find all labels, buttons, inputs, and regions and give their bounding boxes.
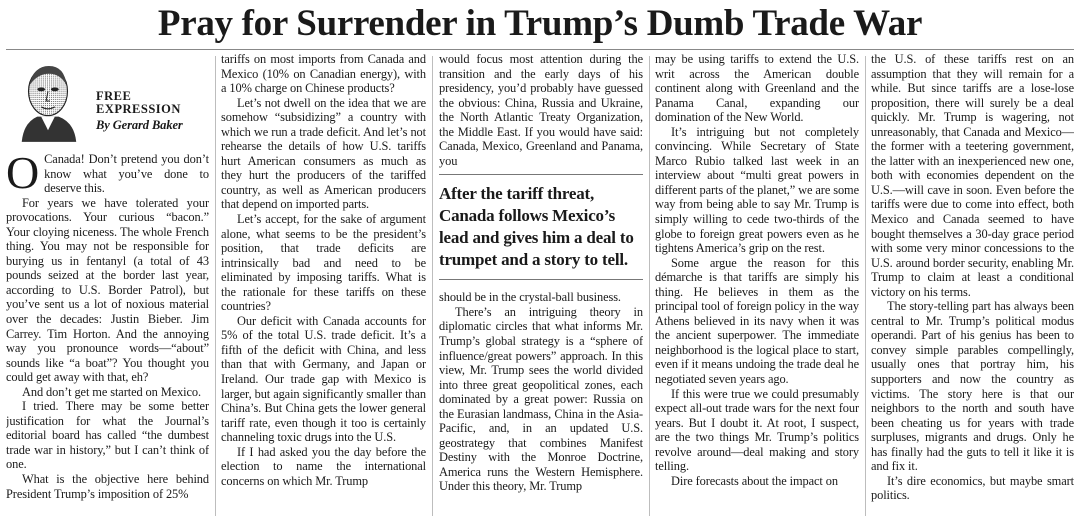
paragraph: [221, 314, 426, 445]
paragraph: [221, 212, 426, 314]
paragraph-text: should be in the crystal-ball business.: [439, 290, 621, 305]
paragraph: [439, 52, 643, 168]
paragraph: [655, 52, 859, 125]
paragraph-text: If this were true we could presumably expect all-out trade wars for the next four years. But I doubt it. At root, I suspect, are the two things Mr. Trump’s politics revolve around—deal making and story telling.: [655, 386, 859, 474]
column-3: [439, 52, 643, 518]
paragraph: [221, 96, 426, 212]
paragraph: [6, 385, 209, 400]
paragraph: [871, 299, 1074, 474]
column-3-top: [439, 52, 643, 168]
paragraph-text: Some argue the reason for this démarche is that tariffs are simply his thing. He believes in them as the principal tool of foreign policy in the way Athens believed in its navy when it was the ancient superpower. The immediate neighborhood is the logical place to start, even if it means undoing the trade deal he negotiated seven years ago.: [655, 255, 859, 387]
column-5-body: [871, 52, 1074, 503]
paragraph-text: would focus most attention during the transition and the early days of his presidency, you’d probably have guessed the obvious: China, Russia and Ukraine, the North Atlantic Treaty Organization, the Middle East. If you would have said: Canada, Mexico, Greenland and Panama, you: [439, 52, 643, 168]
paragraph-text: And don’t get me started on Mexico.: [22, 384, 201, 399]
paragraph: [655, 474, 859, 489]
column-4-body: [655, 52, 859, 488]
paragraph: [655, 256, 859, 387]
column-divider: [215, 56, 216, 516]
paragraph-text: What is the objective here behind President Trump’s imposition of 25%: [6, 472, 209, 501]
headline: Pray for Surrender in Trump’s Dumb Trade War: [157, 3, 923, 44]
column-rubric: [96, 90, 181, 116]
paragraph-text: Our deficit with Canada accounts for 5% of the total U.S. trade deficit. It’s a fifth of the deficit with China, and less than that with Germany, and Japan or Ireland. Our trade gap with Mexico is larger, but again significantly smaller than China’s. But China gets the lower general tariff rate, even though it too is certainly channeling toxic drugs into the U.S.: [221, 313, 426, 445]
paragraph-text: It’s dire economics, but maybe smart politics.: [871, 473, 1074, 503]
paragraph-text: may be using tariffs to extend the U.S. writ across the American double continent along with Greenland and the Panama Canal, expanding our domination of the New World.: [655, 52, 859, 125]
paragraph: [221, 445, 426, 489]
paragraph: [871, 474, 1074, 503]
paragraph-text: It’s intriguing but not completely convincing. While Secretary of State Marco Rubio talked last week in an interview about “multi great powers in different parts of the planet,” we are some way from being able to say Mr. Trump is simply willing to cede two-thirds of the globe to foreign great powers even as he tightens America’s grip on the rest.: [655, 124, 859, 256]
paragraph: [6, 472, 209, 501]
drop-cap: O: [6, 147, 40, 198]
paragraph: [6, 196, 209, 385]
paragraph-text: The story-telling part has always been central to Mr. Trump’s political modus operandi. Part of his genius has been to convey simple parables compellingly, usually ones that portray him, his supporters and now the country as victims. The story here is that our neighbors to the north and south have been cheating us for years with trade surpluses, migrants and drugs. Only he has finally had the guts to tell it like it is and fix it.: [871, 299, 1074, 474]
column-2-body: [221, 52, 426, 488]
column-divider: [649, 56, 650, 516]
paragraph: [6, 399, 209, 472]
column-5: [871, 52, 1074, 518]
column-3-bottom: [439, 290, 643, 494]
rubric-line-1: FREE: [96, 89, 132, 103]
paragraph: [221, 52, 426, 96]
paragraph-text: There’s an intriguing theory in diplomatic circles that what informs Mr. Trump’s global strategy is a “sphere of influence/great powers” approach. In this view, Mr. Trump sees the world divided into three great geopolitical zones, each dominated by a great power: Russia on the Eurasian landmass, China in the Asia-Pacific, and, in an updated U.S. geostrategy that combines Manifest Destiny with the Monroe Doctrine, America runs the Western Hemisphere. Under this theory, Mr. Trump: [439, 304, 643, 494]
column-divider: [432, 56, 433, 516]
paragraph-text: Dire forecasts about the impact on: [671, 473, 838, 488]
paragraph: [871, 52, 1074, 299]
column-1-body: [6, 147, 209, 501]
paragraph-text: Canada! Don’t pretend you don’t know what you’ve done to deserve this.: [44, 152, 209, 196]
column-1: [6, 52, 209, 518]
paragraph: [655, 125, 859, 256]
paragraph-text: the U.S. of these tariffs rest on an assumption that they will remain for a while. But since tariffs are a lose-lose proposition, there will surely be a deal quickly. Mr. Trump is wagering, not unreasonably, that Canada and Mexico—the former with a teetering government, the latter with an inexperienced new one, both with economies dependent on the U.S.—will cave in soon. Even before the tariffs were due to come into effect, both Mexico and Canada seemed to have bought themselves a 30-day grace period with some very minor concessions to the U.S. around border security, enabling Mr. Trump to claim at least a conditional victory on his terms.: [871, 52, 1074, 299]
paragraph-text: If I had asked you the day before the election to name the international concerns on which Mr. Trump: [221, 444, 426, 488]
author-portrait: [12, 58, 84, 144]
byline-block: [6, 52, 209, 152]
paragraph-text: Let’s not dwell on the idea that we are somehow “subsidizing” a country with which we run a trade deficit. And let’s not rehearse the details of how U.S. tariffs hurt American consumers as much as they hurt the producers of the tariffed country, as well as American producers that depend on imported parts.: [221, 95, 426, 212]
paragraph: [655, 387, 859, 474]
paragraph-text: For years we have tolerated your provocations. Your curious “bacon.” Your cloying niceness. The whole French thing. You may not be responsible for burying us in fentanyl (a total of 43 pounds seized at the border last year, according to U.S. Border Patrol), but you’ve sent us a lot of noxious material over the decades: Justin Bieber. Jim Carrey. Tim Horton. And the annoying way you pronounce words—“about” sounds like “a boat”? You thought you could get away with that, eh?: [6, 195, 209, 385]
pull-quote: After the tariff threat, Canada follows Mexico’s lead and gives him a deal to trumpet and a story to tell.: [439, 174, 643, 280]
byline: By Gerard Baker: [96, 118, 183, 132]
paragraph: [6, 147, 209, 198]
paragraph: [439, 305, 643, 494]
rubric-line-2: EXPRESSION: [96, 102, 181, 116]
paragraph-text: Let’s accept, for the sake of argument alone, what seems to be the president’s position, that trade deficits are intrinsically bad and need to be eliminated by imposing tariffs. What is the rationale for these tariffs on these countries?: [221, 212, 426, 314]
paragraph: [439, 290, 643, 305]
column-divider: [865, 56, 866, 516]
headline-rule: [6, 49, 1074, 50]
paragraph-text: tariffs on most imports from Canada and Mexico (10% on Canadian energy), with a 10% charge on Chinese products?: [221, 52, 426, 96]
paragraph-text: I tried. There may be some better justification for what the Journal’s editorial board has called “the dumbest trade war in history,” but I can’t think of one.: [6, 399, 209, 472]
column-2: [221, 52, 426, 518]
column-4: [655, 52, 859, 518]
